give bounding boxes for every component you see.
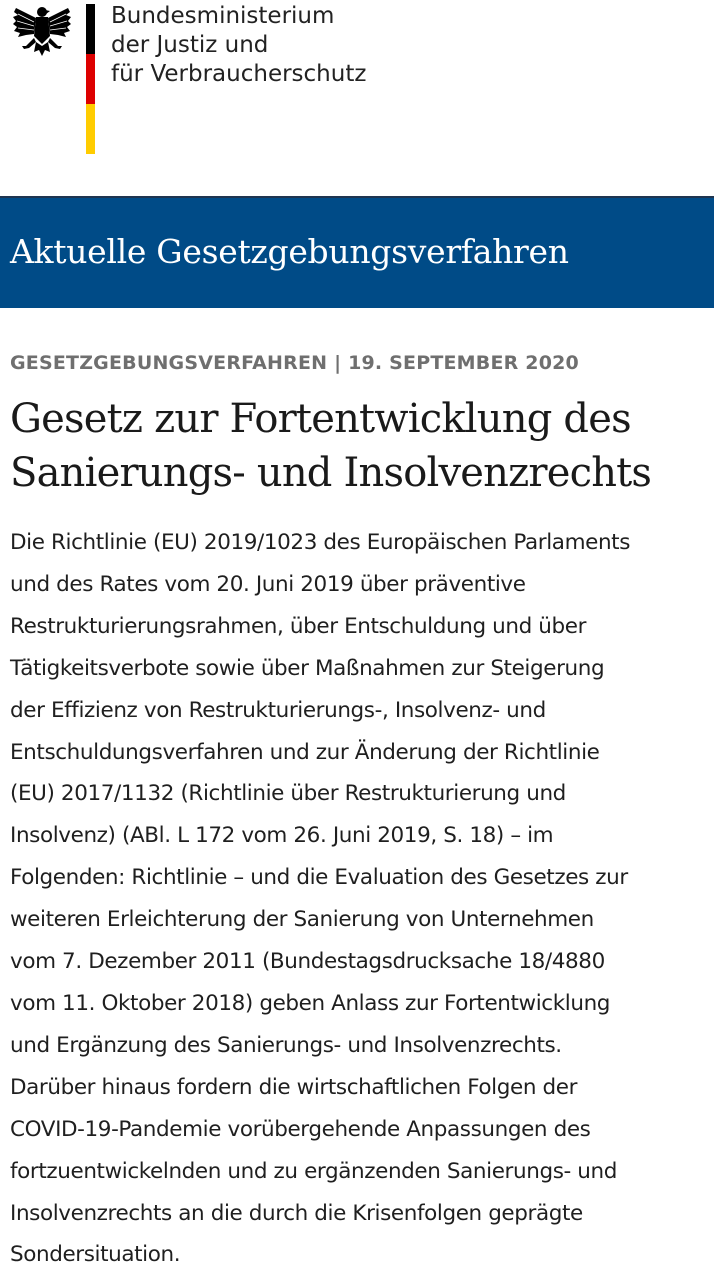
body-line: vom 7. Dezember 2011 (Bundestagsdrucksache 18/4880	[10, 949, 605, 975]
flag-stripe-gold	[86, 104, 95, 154]
body-line: Entschuldungsverfahren und zur Änderung der Richtlinie	[10, 739, 600, 765]
section-title: Aktuelle Gesetzgebungsverfahren	[10, 232, 569, 271]
article-title	[10, 392, 710, 500]
body-line: vom 11. Oktober 2018) geben Anlass zur Fortentwicklung	[10, 990, 611, 1016]
body-line: COVID-19-Pandemie vorübergehende Anpassungen des	[10, 1116, 591, 1142]
article-title-line: Gesetz zur Fortentwicklung des	[10, 396, 631, 442]
meta-separator: |	[334, 352, 342, 374]
article-body	[10, 522, 710, 1276]
body-line: weiteren Erleichterung der Sanierung von Unternehmen	[10, 907, 594, 933]
flag-stripe-red	[86, 54, 95, 104]
body-line: der Effizienz von Restrukturierungs-, Insolvenz- und	[10, 697, 546, 723]
ministry-name-line: Bundesministerium	[111, 3, 335, 29]
body-line: und des Rates vom 20. Juni 2019 über präventive	[10, 571, 526, 597]
german-flag-bar	[86, 4, 95, 154]
article-meta	[10, 352, 579, 374]
body-line: Insolvenzrechts an die durch die Krisenfolgen geprägte	[10, 1200, 583, 1226]
federal-eagle-icon[interactable]	[12, 2, 72, 60]
body-line: Tätigkeitsverbote sowie über Maßnahmen zur Steigerung	[10, 655, 605, 681]
body-line: (EU) 2017/1132 (Richtlinie über Restrukturierung und	[10, 781, 566, 807]
body-line: Die Richtlinie (EU) 2019/1023 des Europäischen Parlaments	[10, 530, 630, 555]
body-line: Insolvenz) (ABl. L 172 vom 26. Juni 2019, S. 18) – im	[10, 823, 554, 849]
body-line: und Ergänzung des Sanierungs- und Insolvenzrechts.	[10, 1032, 562, 1058]
article-title-line: Sanierungs- und Insolvenzrechts	[10, 450, 652, 496]
ministry-name[interactable]	[111, 2, 366, 89]
site-header	[0, 0, 714, 196]
body-line: fortzuentwickelnden und zu ergänzenden Sanierungs- und	[10, 1158, 617, 1184]
body-line: Darüber hinaus fordern die wirtschaftlichen Folgen der	[10, 1074, 578, 1100]
flag-stripe-black	[86, 4, 95, 54]
ministry-name-line: für Verbraucherschutz	[111, 61, 367, 87]
article-category: GESETZGEBUNGSVERFAHREN	[10, 352, 328, 374]
article-date: 19. SEPTEMBER 2020	[348, 352, 579, 374]
body-line: Sondersituation.	[10, 1242, 181, 1268]
section-banner	[0, 196, 714, 308]
body-line: Folgenden: Richtlinie – und die Evaluation des Gesetzes zur	[10, 865, 628, 891]
ministry-name-line: der Justiz und	[111, 32, 269, 58]
body-line: Restrukturierungsrahmen, über Entschuldung und über	[10, 613, 587, 639]
